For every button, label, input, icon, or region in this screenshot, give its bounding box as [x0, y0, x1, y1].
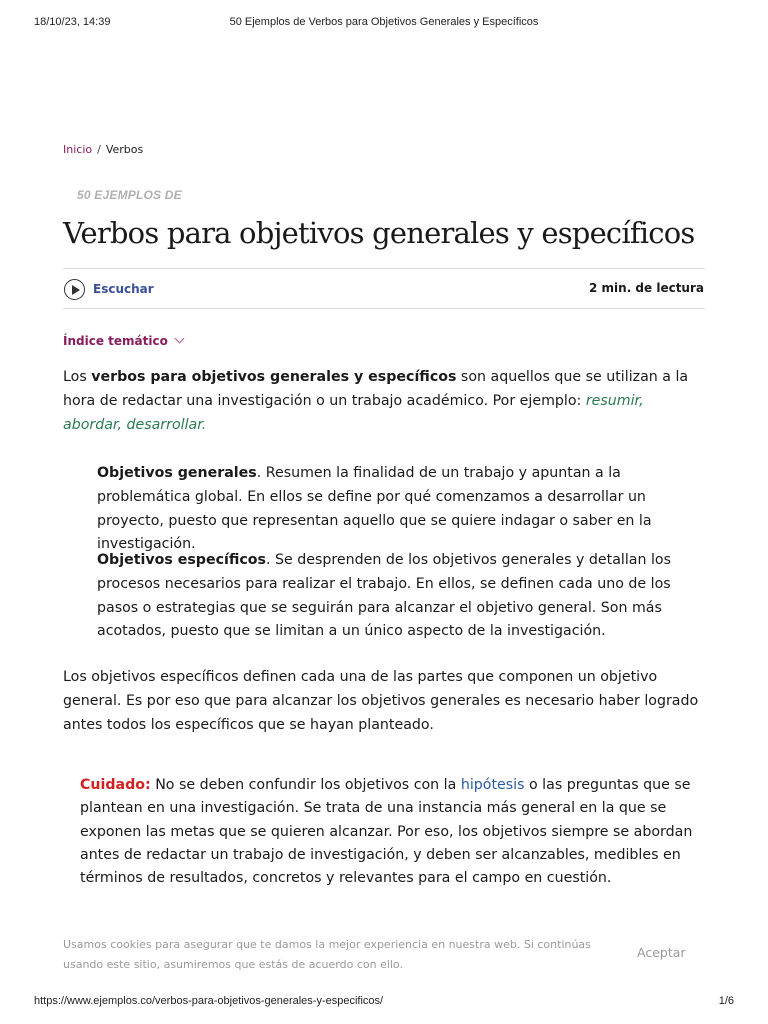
warning-label: Cuidado: [80, 777, 151, 793]
chevron-down-icon [174, 334, 184, 344]
intro-text-1: Los [63, 369, 92, 385]
print-url: https://www.ejemplos.co/verbos-para-objetivos-generales-y-especificos/ [34, 995, 384, 1007]
intro-examples-link[interactable]: resumir, abordar, desarrollar. [63, 392, 644, 433]
specific-objectives-item [97, 549, 707, 644]
play-icon[interactable] [64, 279, 85, 300]
print-document-title: 50 Ejemplos de Verbos para Objetivos Generales y Específicos [229, 16, 539, 28]
cookie-accept-button[interactable]: Aceptar [637, 945, 686, 960]
warning-note [80, 774, 705, 890]
cookie-notice-text: Usamos cookies para asegurar que te damos la mejor experiencia en nuestra web. Si continúas usando este sitio, asumiremos que estás de acuerdo con ello. [63, 938, 591, 971]
specific-objectives-text: . Se desprenden de los objetivos generales y detallan los procesos necesarios para realizar el trabajo. En ellos, se definen cada uno de los pasos o estrategias que se seguirán para alcanzar el objetivo general. Son más acotados, puesto que se limitan a un único aspecto de la investigación. [97, 552, 671, 640]
print-page-number: 1/6 [718, 995, 734, 1007]
warning-text-2: o las preguntas que se plantean en una investigación. Se trata de una instancia más general en la que se exponen las metas que se quieren alcanzar. Por eso, los objetivos siempre se abordan antes de redactar un trabajo de investigación, y deben ser alcanzables, medibles en términos de resultados, concretos y relevantes para el campo en cuestión. [80, 777, 693, 887]
breadcrumb [63, 143, 143, 156]
breadcrumb-home-link[interactable]: Inicio [63, 143, 93, 156]
general-objectives-item [97, 462, 707, 557]
general-objectives-text: . Resumen la finalidad de un trabajo y apuntan a la problemática global. En ellos se define por qué comenzamos a desarrollar un proyecto, puesto que representan aquello que se quiere indagar o saber en la investigación. [97, 465, 652, 553]
body-paragraph: Los objetivos específicos definen cada una de las partes que componen un objetivo general. Es por eso que para alcanzar los objetivos generales es necesario haber logrado antes todos los específicos que se hayan planteado. [63, 669, 699, 733]
print-footer [34, 995, 734, 1009]
breadcrumb-separator: / [97, 143, 101, 156]
general-objectives-term: Objetivos generales [97, 465, 257, 481]
listen-button[interactable]: Escuchar [93, 282, 154, 296]
warning-text-1: No se deben confundir los objetivos con la [150, 777, 461, 793]
page-title: Verbos para objetivos generales y específicos [63, 216, 695, 250]
hypothesis-link[interactable]: hipótesis [460, 777, 525, 793]
intro-bold-term: verbos para objetivos generales y específicos [91, 369, 457, 385]
index-label: Índice temático [63, 334, 168, 348]
listen-bar [63, 268, 705, 309]
read-time: 2 min. de lectura [589, 281, 704, 295]
breadcrumb-current[interactable]: Verbos [105, 143, 144, 156]
intro-text-2: son aquellos que se utilizan a la hora de redactar una investigación o un trabajo académico. Por ejemplo: [63, 369, 689, 409]
index-toggle[interactable] [63, 334, 183, 348]
intro-paragraph [63, 366, 705, 437]
article-kicker: 50 EJEMPLOS DE [77, 188, 182, 202]
print-date: 18/10/23, 14:39 [34, 16, 111, 28]
print-header [34, 16, 734, 30]
specific-objectives-term: Objetivos específicos [97, 552, 266, 568]
